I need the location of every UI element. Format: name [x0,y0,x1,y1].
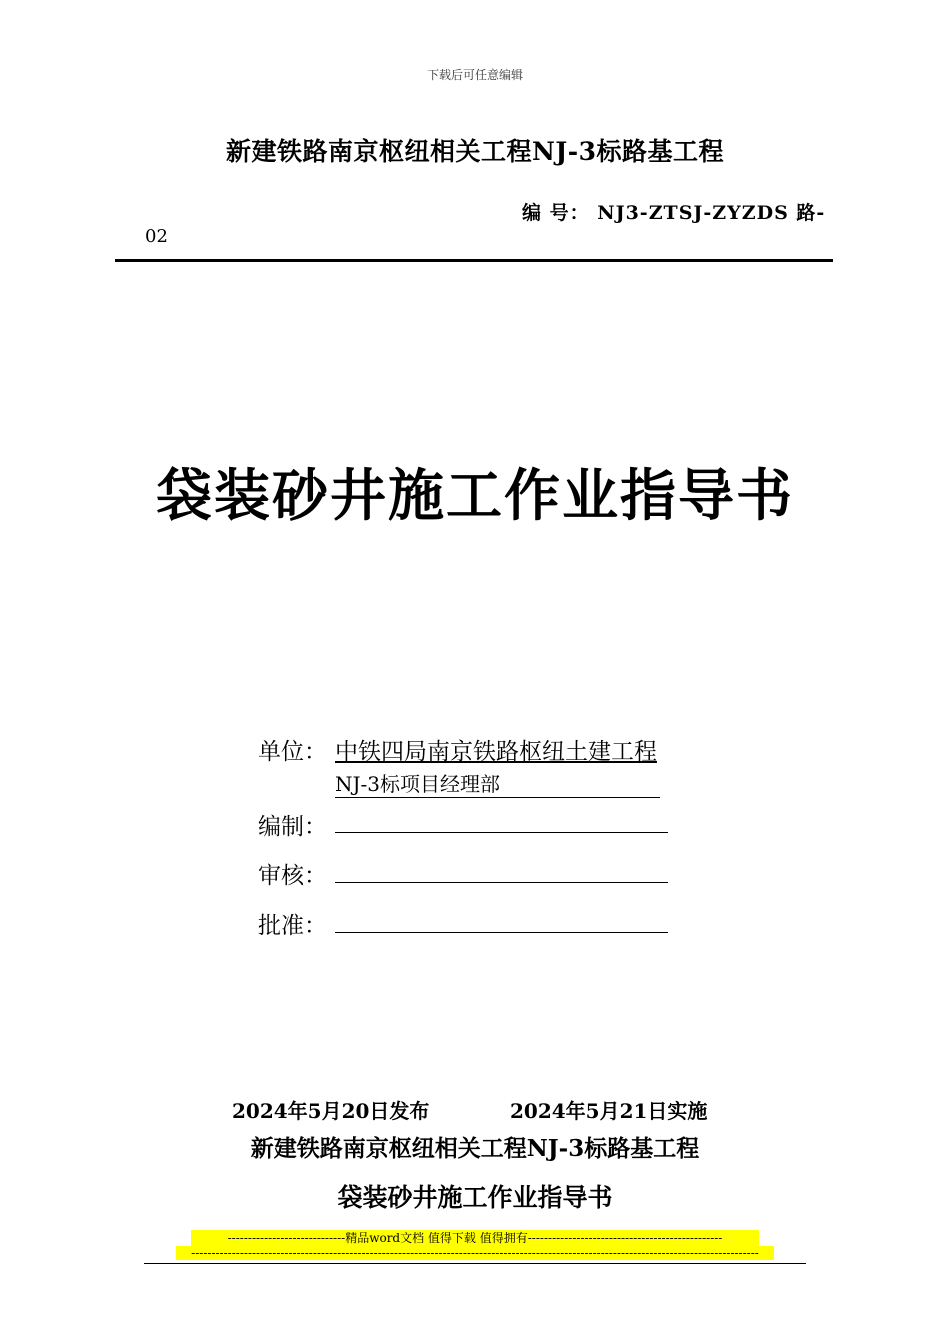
unit-value-line2: NJ-3标项目经理部 [335,771,660,798]
unit-label: 单位： [258,739,327,765]
publish-date: 2024年5月20日发布 [232,1099,430,1123]
header-divider [115,259,833,262]
document-code-suffix: 02 [145,226,168,247]
document-main-title: 袋装砂井施工作业指导书 [156,463,794,529]
approve-label: 批准： [258,913,327,939]
footer-divider [144,1263,806,1264]
unit-value: 中铁四局南京铁路枢纽土建工程 [335,739,657,765]
footer-project-title: 新建铁路南京枢纽相关工程NJ-3标路基工程 [250,1135,700,1162]
footer-doc-title: 袋装砂井施工作业指导书 [337,1183,613,1212]
download-note: 下载后可任意编辑 [426,68,523,82]
compile-label: 编制： [258,814,327,840]
implement-date: 2024年5月21日实施 [510,1099,708,1123]
document-code: 编 号： NJ3-ZTSJ-ZYZDS 路- [522,202,826,224]
approve-signature-line [335,932,668,933]
project-title: 新建铁路南京枢纽相关工程NJ-3标路基工程 [226,137,724,166]
review-label: 审核： [258,863,327,889]
promo-banner: -----------------------------精品word文档 值得下载 值得拥有------------------------------------------------ [191,1230,759,1246]
promo-banner-dashes: -------------------------------------------------------------------------------------------------------------------------------------------- [176,1246,774,1260]
review-signature-line [335,882,668,883]
compile-signature-line [335,832,668,833]
